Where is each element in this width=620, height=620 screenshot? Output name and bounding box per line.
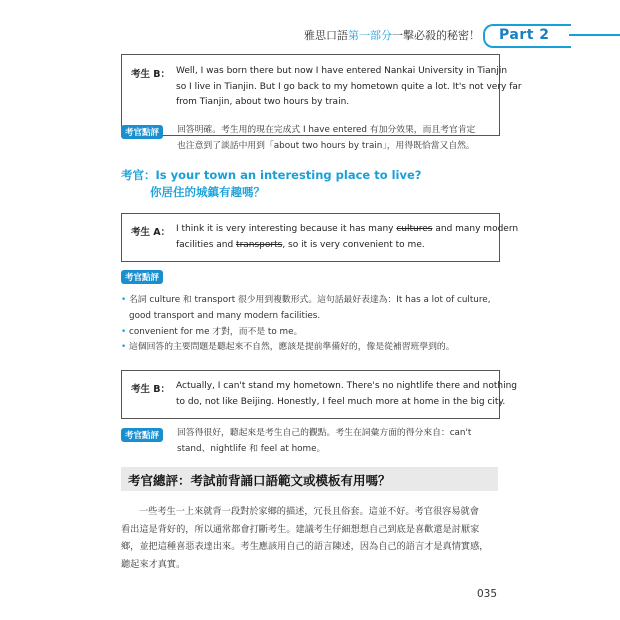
paragraph-line: 鄉，並把這種喜惡表達出來。考生應該用自己的語言陳述，因為自己的語言才是真情實感， (121, 541, 489, 552)
running-title (304, 27, 480, 43)
examiner-question (121, 167, 421, 201)
title-highlight: 第一部分 (348, 29, 392, 42)
question-en: 考官：Is your town an interesting place to live? (121, 168, 422, 182)
answer-text (176, 379, 517, 410)
answer-line: Well, I was born there but now I have entered Nankai University in Tianjin (176, 66, 508, 76)
answer-segment: facilities and (176, 239, 237, 250)
answer-line (176, 238, 518, 254)
paragraph-line: 一些考生一上來就背一段對於家鄉的描述，冗長且俗套。這並不好。考官很容易就會 (139, 506, 479, 517)
struck-word: transports (236, 239, 283, 250)
summary-title: 考官總評：考試前背誦口語範文或模板有用嗎？ (128, 473, 391, 488)
answer-segment: and many modern (432, 224, 519, 234)
page-number: 035 (477, 588, 498, 600)
title-post: 一擊必殺的秘密！ (392, 29, 480, 42)
examiner-comment (177, 426, 471, 457)
answer-line: to do, not like Beijing. Honestly, I feel much more at home in the big city. (176, 396, 506, 407)
answer-line: Actually, I can't stand my hometown. There's no nightlife there and nothing (176, 381, 518, 391)
summary-paragraph (121, 503, 498, 573)
bullet-text: good transport and many modern facilities. (129, 310, 321, 321)
answer-text (176, 64, 522, 111)
part-label: Part 2 (499, 27, 550, 43)
bullet-item (121, 325, 491, 341)
bullet-text: 這個回答的主要問題是聽起來不自然，應該是提前準備好的，像是從補習班學到的。 (129, 342, 455, 353)
bullet-text: 名詞 culture 和 transport 很少用到複數形式。這句話最好表達為：It has a lot of culture, (129, 295, 491, 305)
speaker-label: 考生 B： (131, 69, 171, 80)
struck-word: cultures (396, 224, 433, 234)
speaker-label: 考生 A： (131, 227, 171, 238)
comment-line: 也注意到了談話中用到「about two hours by train」，用得既恰當又自然。 (177, 140, 475, 151)
examiner-comment-badge: 考官點評 (121, 270, 163, 284)
paragraph-line: 看出這是背好的，所以通常都會打斷考生。建議考生仔細想想自己到底是喜歡還是討厭家 (121, 523, 480, 535)
page-header (0, 24, 620, 46)
question-zh: 你居住的城鎮有趣嗎？ (150, 185, 265, 199)
answer-box-a (121, 213, 519, 262)
answer-segment: I think it is very interesting because it has many (176, 224, 397, 234)
answer-line (176, 222, 518, 238)
answer-line: from Tianjin, about two hours by train. (176, 97, 350, 107)
bullet-icon: • (121, 342, 127, 353)
comment-bullets (121, 293, 491, 356)
comment-line: 回答明確。考生用的現在完成式 I have entered 有加分效果，而且考官肯定 (177, 125, 476, 135)
paragraph-line: 聽起來才真實。 (121, 558, 186, 570)
title-pre: 雅思口語 (304, 29, 348, 42)
summary-heading (121, 467, 498, 491)
comment-line: 回答得很好，聽起來是考生自己的觀點。考生在詞彙方面的得分來自：can't (177, 428, 472, 438)
part-tag (483, 24, 571, 48)
part-tag-line (569, 34, 620, 36)
bullet-icon: • (121, 295, 127, 305)
speaker-label: 考生 B： (131, 384, 171, 395)
bullet-text: convenient for me 才對，而不是 to me。 (129, 326, 303, 337)
bullet-item (121, 293, 491, 309)
answer-text (176, 222, 518, 253)
examiner-comment-badge: 考官點評 (121, 125, 163, 139)
bullet-item (121, 340, 491, 356)
bullet-icon: • (121, 326, 127, 337)
examiner-comment-badge: 考官點評 (121, 428, 163, 442)
answer-segment: , so it is very convenient to me. (282, 239, 425, 250)
answer-line: so I live in Tianjin. But I go back to my hometown quite a lot. It's not very far (176, 81, 522, 92)
examiner-comment (177, 123, 475, 154)
answer-box-b2 (121, 370, 518, 419)
comment-line: stand、nightlife 和 feel at home。 (177, 443, 326, 454)
